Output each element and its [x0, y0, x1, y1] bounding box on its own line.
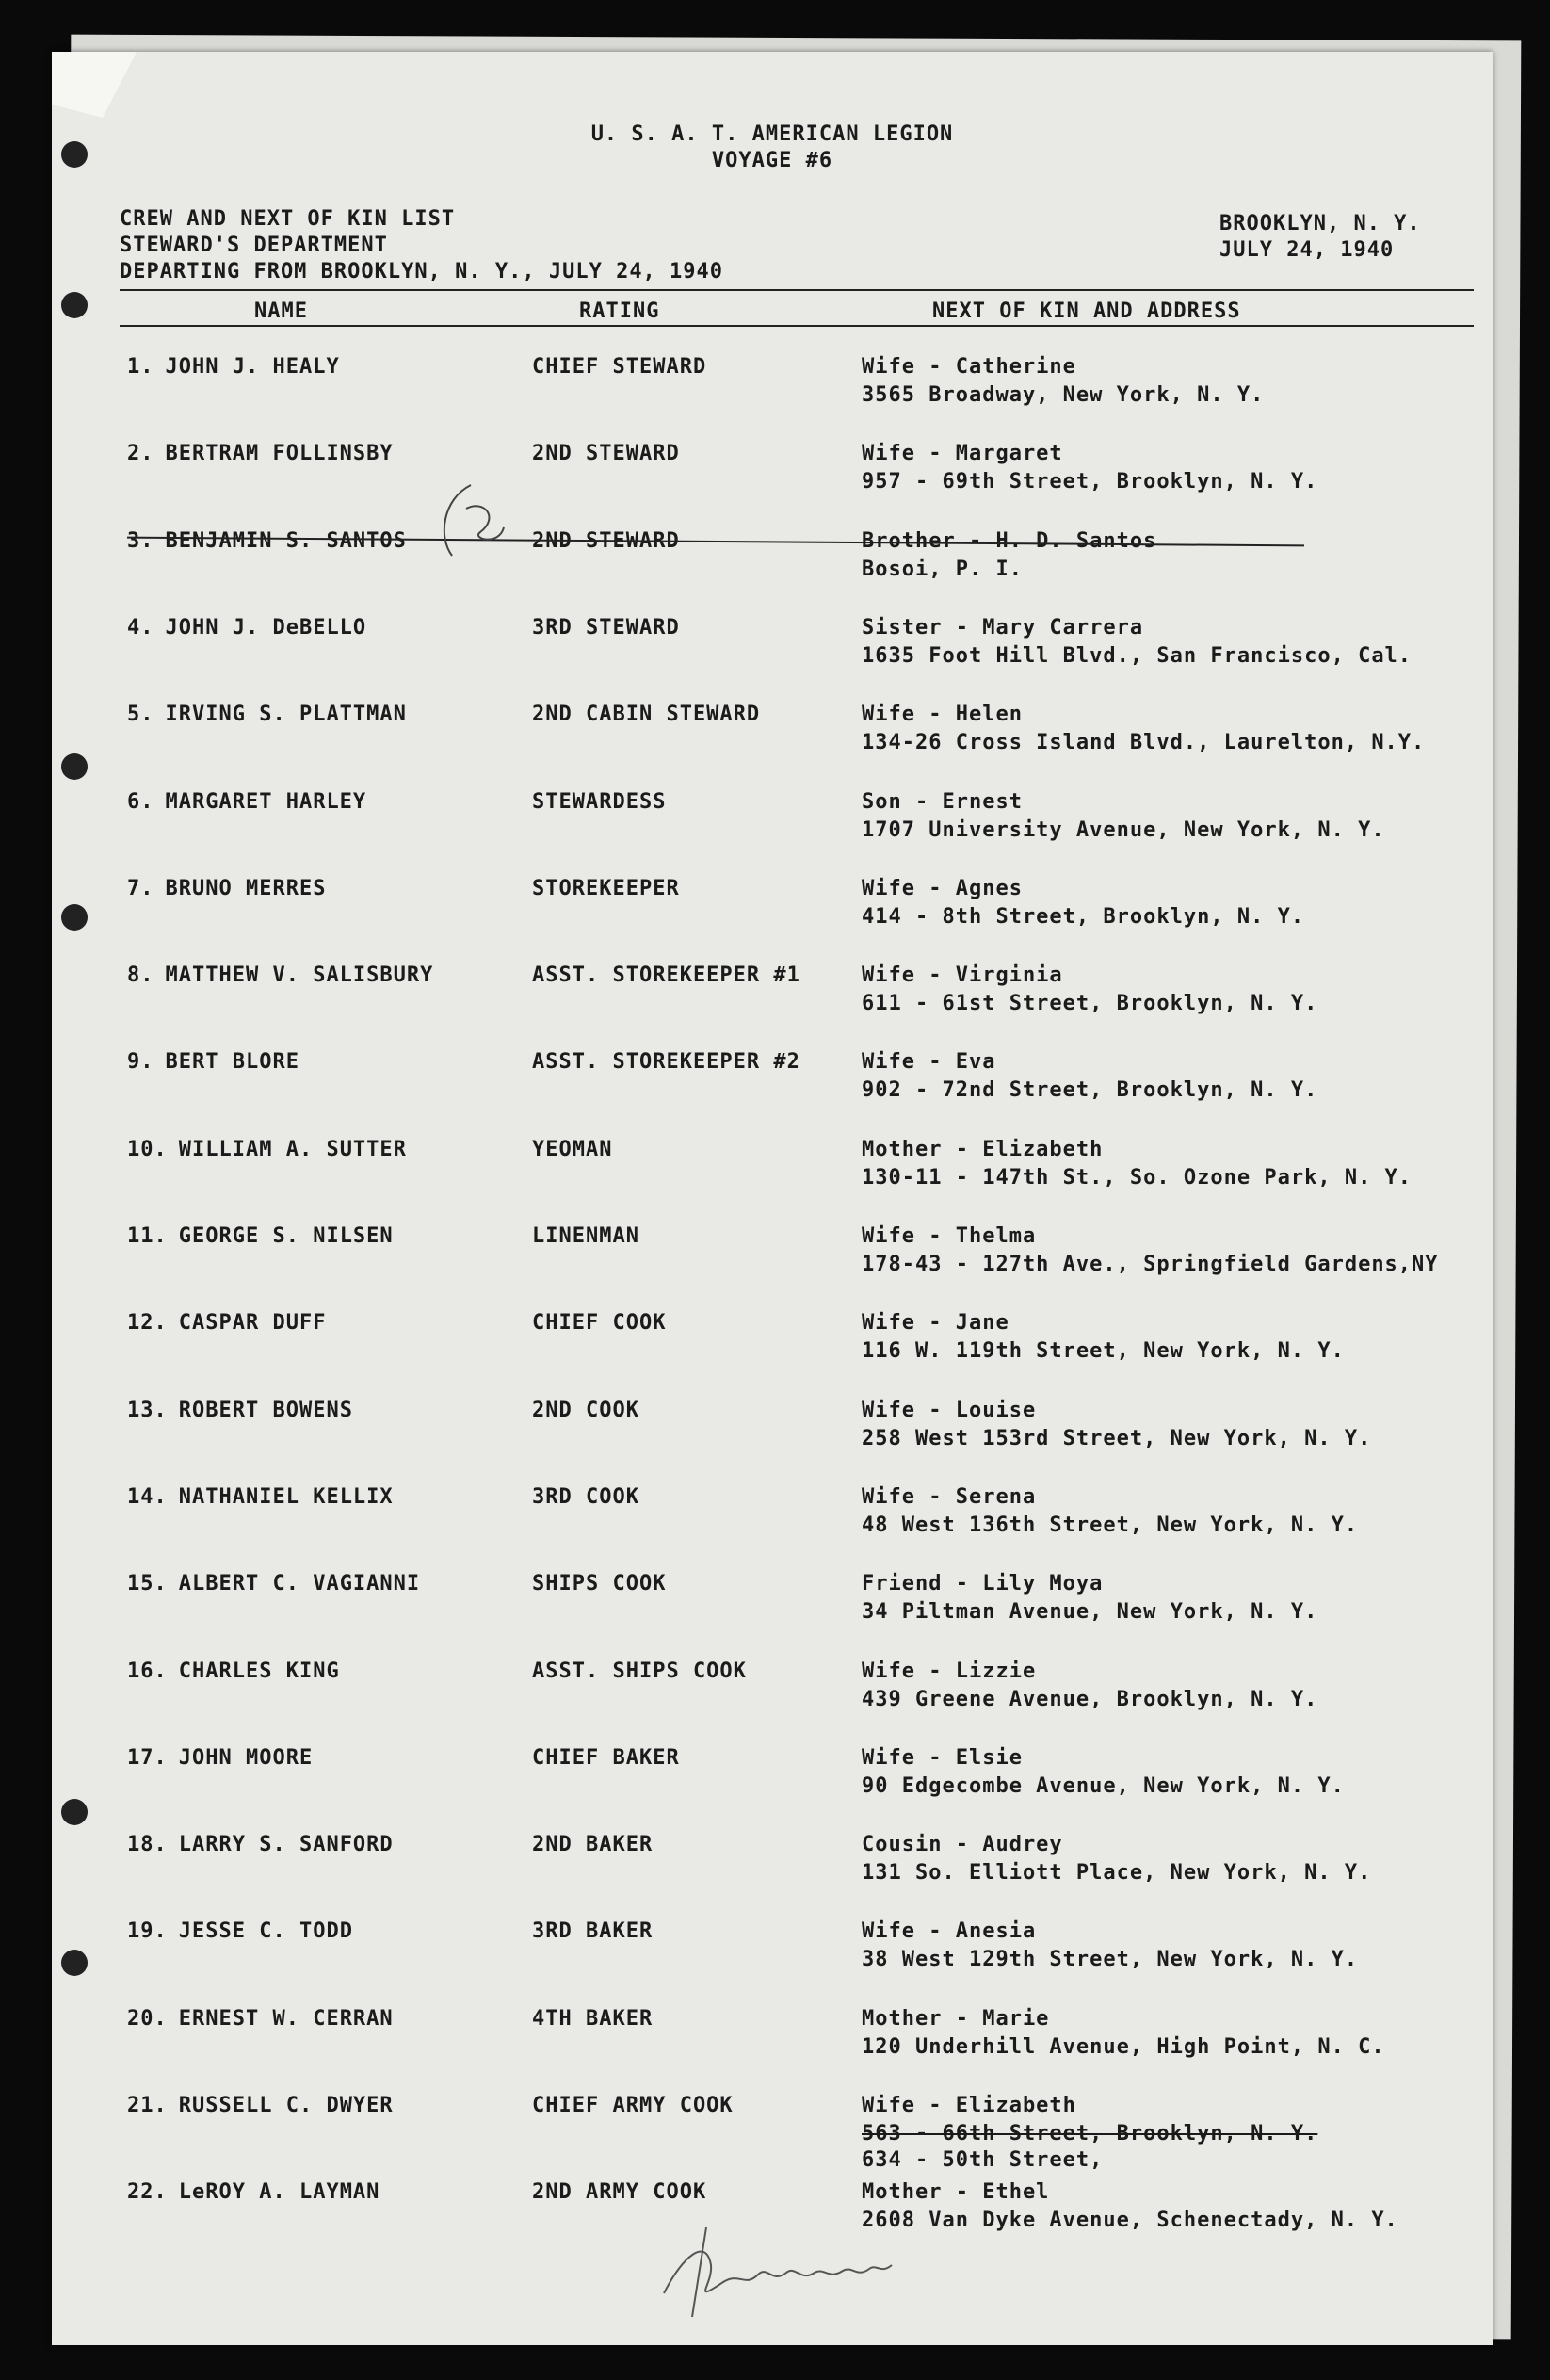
crew-number: 22. [127, 2180, 168, 2205]
crew-name [127, 2094, 394, 2117]
crew-name [127, 355, 340, 379]
crew-name-text: JESSE C. TODD [178, 1919, 353, 1944]
table-row [52, 781, 1493, 867]
crew-name-text: JOHN J. DeBELLO [165, 615, 367, 640]
crew-name [127, 1224, 394, 1248]
crew-name [127, 1746, 313, 1770]
next-of-kin: Wife - Serena [862, 1484, 1037, 1509]
crew-name-text: MATTHEW V. SALISBURY [165, 963, 434, 988]
crew-rating: 2ND ARMY COOK [532, 2180, 707, 2205]
table-row [52, 954, 1493, 1041]
kin-address: 258 West 153rd Street, New York, N. Y. [862, 1426, 1372, 1450]
kin-address: 116 W. 119th Street, New York, N. Y. [862, 1339, 1345, 1364]
next-of-kin: Wife - Jane [862, 1311, 1009, 1336]
crew-rating: CHIEF ARMY COOK [532, 2094, 734, 2117]
crew-rating: ASST. STOREKEEPER #2 [532, 1050, 800, 1075]
crew-name [127, 1485, 394, 1509]
kin-address: 120 Underhill Avenue, High Point, N. C. [862, 2034, 1385, 2059]
crew-name-text: LeROY A. LAYMAN [178, 2180, 380, 2205]
punch-hole [61, 292, 88, 318]
kin-address: 957 - 69th Street, Brooklyn, N. Y. [862, 470, 1318, 494]
crew-rating: STEWARDESS [532, 789, 667, 814]
next-of-kin: Mother - Ethel [862, 2180, 1050, 2205]
crew-name-text: WILLIAM A. SUTTER [178, 1137, 407, 1161]
next-of-kin: Wife - Helen [862, 703, 1023, 727]
crew-number: 16. [127, 1659, 168, 1683]
next-of-kin: Wife - Virginia [862, 963, 1063, 988]
table-row [52, 1215, 1493, 1302]
crew-number: 20. [127, 2006, 168, 2031]
next-of-kin: Wife - Anesia [862, 1919, 1037, 1944]
crew-name-text: CHARLES KING [178, 1659, 340, 1683]
header-date: JULY 24, 1940 [1219, 238, 1395, 262]
crew-name [127, 1833, 394, 1856]
crew-rating: 2ND STEWARD [532, 528, 680, 553]
col-rating-header: RATING [579, 300, 660, 323]
address-correction: 634 - 50th Street, [862, 2148, 1104, 2172]
crew-rating: LINENMAN [532, 1224, 639, 1248]
next-of-kin: Brother - H. D. Santos [862, 528, 1157, 553]
kin-address: 563 - 66th Street, Brooklyn, N. Y. [862, 2122, 1318, 2145]
next-of-kin: Sister - Mary Carrera [862, 615, 1144, 640]
kin-address: 1635 Foot Hill Blvd., San Francisco, Cal. [862, 643, 1413, 668]
table-row [52, 693, 1493, 780]
crew-name-text: GEORGE S. NILSEN [178, 1224, 394, 1248]
crew-rating: SHIPS COOK [532, 1572, 667, 1596]
crew-rating: 3RD BAKER [532, 1919, 654, 1944]
crew-name-text: ALBERT C. VAGIANNI [178, 1572, 421, 1596]
crew-number: 19. [127, 1919, 168, 1944]
col-name-header: NAME [254, 300, 308, 323]
crew-name-text: LARRY S. SANFORD [178, 1833, 394, 1857]
kin-address: 3565 Broadway, New York, N. Y. [862, 383, 1265, 407]
kin-address: 611 - 61st Street, Brooklyn, N. Y. [862, 992, 1318, 1016]
crew-name [127, 1572, 420, 1595]
col-kin-header: NEXT OF KIN AND ADDRESS [932, 300, 1241, 323]
crew-name-text: BERT BLORE [165, 1050, 299, 1075]
kin-address: 1707 University Avenue, New York, N. Y. [862, 818, 1385, 842]
ship-title: U. S. A. T. AMERICAN LEGION [590, 122, 954, 146]
table-row [52, 1302, 1493, 1388]
crew-name [127, 2180, 379, 2204]
voyage-number: VOYAGE #6 [711, 149, 833, 172]
next-of-kin: Wife - Catherine [862, 355, 1076, 379]
department: STEWARD'S DEPARTMENT [120, 234, 388, 257]
crew-rating: 2ND CABIN STEWARD [532, 703, 761, 727]
next-of-kin: Wife - Elsie [862, 1745, 1023, 1770]
crew-name [127, 877, 326, 900]
crew-rating: 3RD COOK [532, 1484, 639, 1509]
crew-name-text: IRVING S. PLATTMAN [165, 703, 407, 727]
kin-address: 131 So. Elliott Place, New York, N. Y. [862, 1861, 1372, 1886]
crew-rating: CHIEF STEWARD [532, 355, 707, 379]
crew-number: 2. [127, 442, 154, 466]
crew-name-text: MARGARET HARLEY [165, 789, 367, 814]
crew-name [127, 963, 433, 987]
kin-address: 38 West 129th Street, New York, N. Y. [862, 1948, 1359, 1972]
crew-number: 8. [127, 963, 154, 988]
kin-address: 130-11 - 147th St., So. Ozone Park, N. Y. [862, 1165, 1413, 1190]
crew-number: 1. [127, 355, 154, 379]
crew-number: 12. [127, 1311, 168, 1336]
crew-number: 6. [127, 789, 154, 814]
crew-name [127, 1660, 340, 1683]
table-row [52, 1476, 1493, 1562]
table-row [52, 1998, 1493, 2084]
table-row [52, 1823, 1493, 1910]
crew-name [127, 1138, 407, 1161]
crew-rating: 3RD STEWARD [532, 615, 680, 640]
crew-rating: ASST. STOREKEEPER #1 [532, 963, 800, 988]
list-title: CREW AND NEXT OF KIN LIST [120, 207, 456, 231]
table-row [52, 520, 1493, 607]
crew-number: 9. [127, 1050, 154, 1075]
crew-number: 13. [127, 1398, 168, 1422]
crew-number: 3. [127, 528, 154, 553]
crew-name [127, 1311, 326, 1335]
header-rule-top [120, 289, 1474, 291]
crew-name [127, 703, 407, 726]
table-row [52, 1389, 1493, 1476]
crew-name-text: BERTRAM FOLLINSBY [165, 442, 394, 466]
crew-name [127, 1050, 299, 1074]
crew-name-text: JOHN J. HEALY [165, 355, 340, 379]
crew-name [127, 1919, 353, 1943]
table-row [52, 1562, 1493, 1649]
crew-name [127, 2007, 394, 2031]
kin-address: Bosoi, P. I. [862, 557, 1023, 581]
table-row [52, 1737, 1493, 1823]
crew-rating: 2ND STEWARD [532, 442, 680, 466]
crew-rating: CHIEF COOK [532, 1311, 667, 1336]
crew-number: 14. [127, 1484, 168, 1509]
table-row [52, 1128, 1493, 1215]
table-row [52, 432, 1493, 519]
kin-address: 902 - 72nd Street, Brooklyn, N. Y. [862, 1078, 1318, 1103]
crew-number: 4. [127, 615, 154, 640]
next-of-kin: Son - Ernest [862, 789, 1023, 814]
crew-rating: STOREKEEPER [532, 876, 680, 900]
crew-rating: YEOMAN [532, 1137, 613, 1161]
next-of-kin: Wife - Eva [862, 1050, 996, 1075]
next-of-kin: Cousin - Audrey [862, 1833, 1063, 1857]
handwritten-signature-icon [654, 2218, 918, 2322]
crew-name-text: RUSSELL C. DWYER [178, 2094, 394, 2117]
crew-name [127, 1399, 353, 1422]
handwritten-initials-icon [433, 480, 509, 565]
crew-name [127, 616, 366, 640]
torn-corner [52, 52, 137, 118]
crew-number: 10. [127, 1137, 168, 1161]
punch-hole [61, 141, 88, 168]
kin-address: 134-26 Cross Island Blvd., Laurelton, N.Y. [862, 731, 1426, 755]
header-rule-bottom [120, 325, 1474, 327]
next-of-kin: Wife - Agnes [862, 876, 1023, 900]
next-of-kin: Mother - Marie [862, 2006, 1050, 2031]
crew-number: 11. [127, 1224, 168, 1248]
crew-number: 15. [127, 1572, 168, 1596]
crew-name-text: BRUNO MERRES [165, 876, 327, 900]
kin-address: 178-43 - 127th Ave., Springfield Gardens,NY [862, 1253, 1439, 1276]
next-of-kin: Wife - Louise [862, 1398, 1037, 1422]
table-row [52, 1041, 1493, 1127]
kin-address: 414 - 8th Street, Brooklyn, N. Y. [862, 904, 1305, 929]
crew-rating: ASST. SHIPS COOK [532, 1659, 747, 1683]
kin-address: 34 Piltman Avenue, New York, N. Y. [862, 1600, 1318, 1625]
kin-address: 90 Edgecombe Avenue, New York, N. Y. [862, 1773, 1345, 1798]
crew-name [127, 442, 394, 465]
table-row [52, 1910, 1493, 1997]
kin-address: 48 West 136th Street, New York, N. Y. [862, 1513, 1359, 1537]
crew-name-text: NATHANIEL KELLIX [178, 1484, 394, 1509]
table-row [52, 346, 1493, 432]
kin-address: 2608 Van Dyke Avenue, Schenectady, N. Y. [862, 2209, 1398, 2233]
crew-name-text: JOHN MOORE [178, 1745, 314, 1770]
crew-name-text: BENJAMIN S. SANTOS [165, 528, 407, 553]
crew-number: 18. [127, 1833, 168, 1857]
crew-rating: 2ND BAKER [532, 1833, 654, 1857]
crew-name [127, 790, 366, 814]
next-of-kin: Wife - Margaret [862, 442, 1063, 466]
header-place: BROOKLYN, N. Y. [1219, 212, 1421, 235]
crew-number: 5. [127, 703, 154, 727]
table-row [52, 2084, 1493, 2171]
next-of-kin: Friend - Lily Moya [862, 1572, 1104, 1596]
table-row [52, 1650, 1493, 1737]
crew-number: 17. [127, 1745, 168, 1770]
table-row [52, 607, 1493, 693]
crew-number: 7. [127, 876, 154, 900]
crew-rating: 2ND COOK [532, 1398, 639, 1422]
next-of-kin: Wife - Thelma [862, 1224, 1037, 1248]
crew-name [127, 529, 407, 553]
crew-number: 21. [127, 2094, 168, 2117]
crew-name-text: ERNEST W. CERRAN [178, 2006, 394, 2031]
crew-name-text: CASPAR DUFF [178, 1311, 327, 1336]
table-row [52, 867, 1493, 954]
kin-address: 439 Greene Avenue, Brooklyn, N. Y. [862, 1687, 1318, 1711]
next-of-kin: Mother - Elizabeth [862, 1137, 1104, 1161]
departing-line: DEPARTING FROM BROOKLYN, N. Y., JULY 24, 1940 [120, 260, 724, 283]
crew-name-text: ROBERT BOWENS [178, 1398, 353, 1422]
crew-rating: 4TH BAKER [532, 2006, 654, 2031]
document-page [52, 52, 1493, 2345]
crew-rating: CHIEF BAKER [532, 1745, 680, 1770]
next-of-kin: Wife - Lizzie [862, 1659, 1037, 1683]
next-of-kin: Wife - Elizabeth [862, 2094, 1076, 2117]
